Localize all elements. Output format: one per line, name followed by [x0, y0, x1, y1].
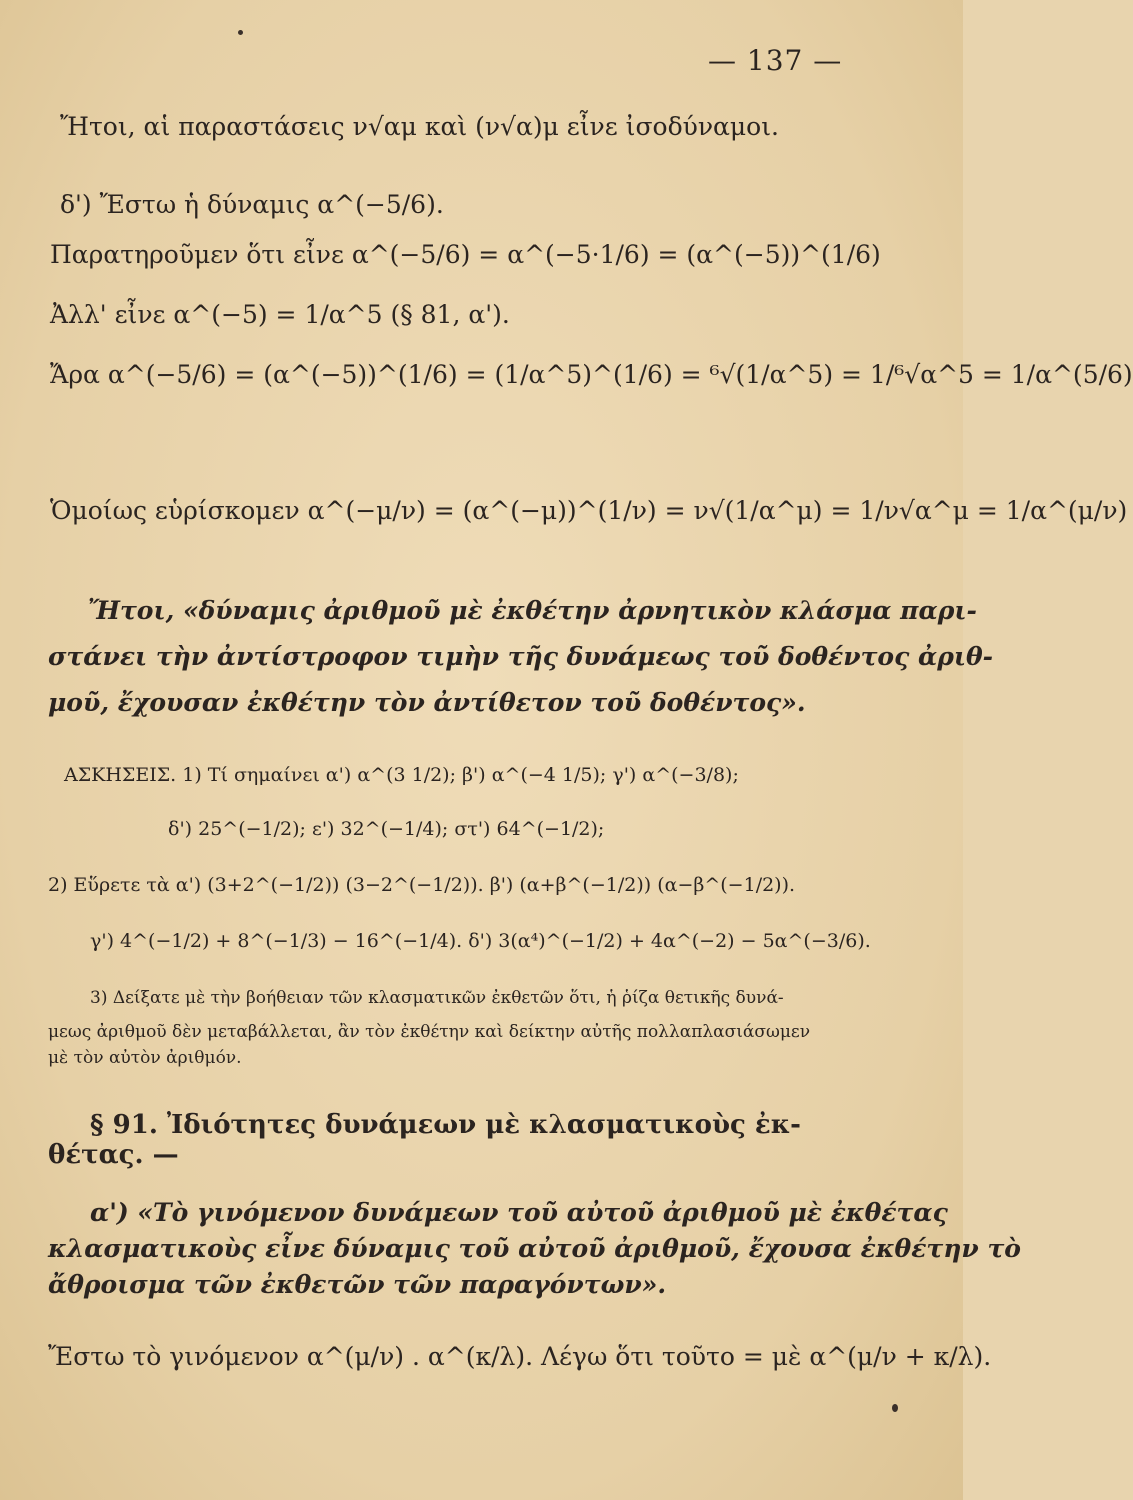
line-let-product: Ἔστω τὸ γινόμενον α^(μ/ν) . α^(κ/λ). Λέγω ὅτι τοῦτο = μὲ α^(μ/ν + κ/λ).	[48, 1342, 992, 1371]
line-let-power: δ') Ἔστω ἡ δύναμις α^(−5/6).	[60, 190, 444, 219]
line-similarly: Ὁμοίως εὑρίσκομεν α^(−μ/ν) = (α^(−μ))^(1/ν) = ν√(1/α^μ) = 1/ν√α^μ = 1/α^(μ/ν)	[50, 496, 1128, 525]
rule-paragraph-line-2: στάνει τὴν ἀντίστροφον τιμὴν τῆς δυνάμεως τοῦ δοθέντος ἀριθ-	[48, 642, 994, 671]
exercise-3-line-1: 3) Δείξατε μὲ τὴν βοήθειαν τῶν κλασματικῶν ἐκθετῶν ὅτι, ἡ ῥίζα θετικῆς δυνά-	[90, 988, 784, 1008]
rule-paragraph-line-3: μοῦ, ἔχουσαν ἐκθέτην τὸν ἀντίθετον τοῦ δοθέντος».	[48, 688, 806, 717]
section-heading-line-1: § 91. Ἰδιότητες δυνάμεων μὲ κλασματικοὺς ἐκ-	[90, 1110, 801, 1140]
exercises-line-4: γ') 4^(−1/2) + 8^(−1/3) − 16^(−1/4). δ') 3(α⁴)^(−1/2) + 4α^(−2) − 5α^(−3/6).	[90, 930, 871, 952]
rule-paragraph-line-1: Ἤτοι, «δύναμις ἀριθμοῦ μὲ ἐκθέτην ἀρνητικὸν κλάσμα παρι-	[88, 596, 977, 625]
property-paragraph-line-2: κλασματικοὺς εἶνε δύναμις τοῦ αὐτοῦ ἀριθμοῦ, ἔχουσα ἐκθέτην τὸ	[48, 1234, 1021, 1263]
line-but-is: Ἀλλ' εἶνε α^(−5) = 1/α^5 (§ 81, α').	[50, 300, 510, 329]
property-paragraph-line-3: ἄθροισμα τῶν ἐκθετῶν τῶν παραγόντων».	[48, 1270, 667, 1299]
line-therefore: Ἄρα α^(−5/6) = (α^(−5))^(1/6) = (1/α^5)^(1/6) = ⁶√(1/α^5) = 1/⁶√α^5 = 1/α^(5/6)	[50, 360, 1133, 389]
section-heading-line-2: θέτας. —	[48, 1140, 179, 1170]
ink-speck	[892, 1404, 898, 1412]
page-number: — 137 —	[708, 44, 843, 77]
line-equivalent-expressions: Ἤτοι, αἱ παραστάσεις ν√αμ καὶ (ν√α)μ εἶνε ἰσοδύναμοι.	[60, 112, 779, 141]
exercise-3-line-3: μὲ τὸν αὐτὸν ἀριθμόν.	[48, 1048, 242, 1068]
exercises-line-2: δ') 25^(−1/2); ε') 32^(−1/4); στ') 64^(−1/2);	[168, 818, 605, 840]
property-paragraph-line-1: α') «Τὸ γινόμενον δυνάμεων τοῦ αὐτοῦ ἀριθμοῦ μὲ ἐκθέτας	[90, 1198, 948, 1227]
exercises-line-1: ΑΣΚΗΣΕΙΣ. 1) Τί σημαίνει α') α^(3 1/2); β') α^(−4 1/5); γ') α^(−3/8);	[64, 764, 739, 786]
ink-speck	[238, 30, 243, 35]
exercises-line-3: 2) Εὕρετε τὰ α') (3+2^(−1/2)) (3−2^(−1/2)). β') (α+β^(−1/2)) (α−β^(−1/2)).	[48, 874, 796, 896]
line-we-observe: Παρατηροῦμεν ὅτι εἶνε α^(−5/6) = α^(−5·1/6) = (α^(−5))^(1/6)	[50, 240, 881, 269]
exercise-3-line-2: μεως ἀριθμοῦ δὲν μεταβάλλεται, ἂν τὸν ἐκθέτην καὶ δείκτην αὐτῆς πολλαπλασιάσωμεν	[48, 1022, 811, 1042]
